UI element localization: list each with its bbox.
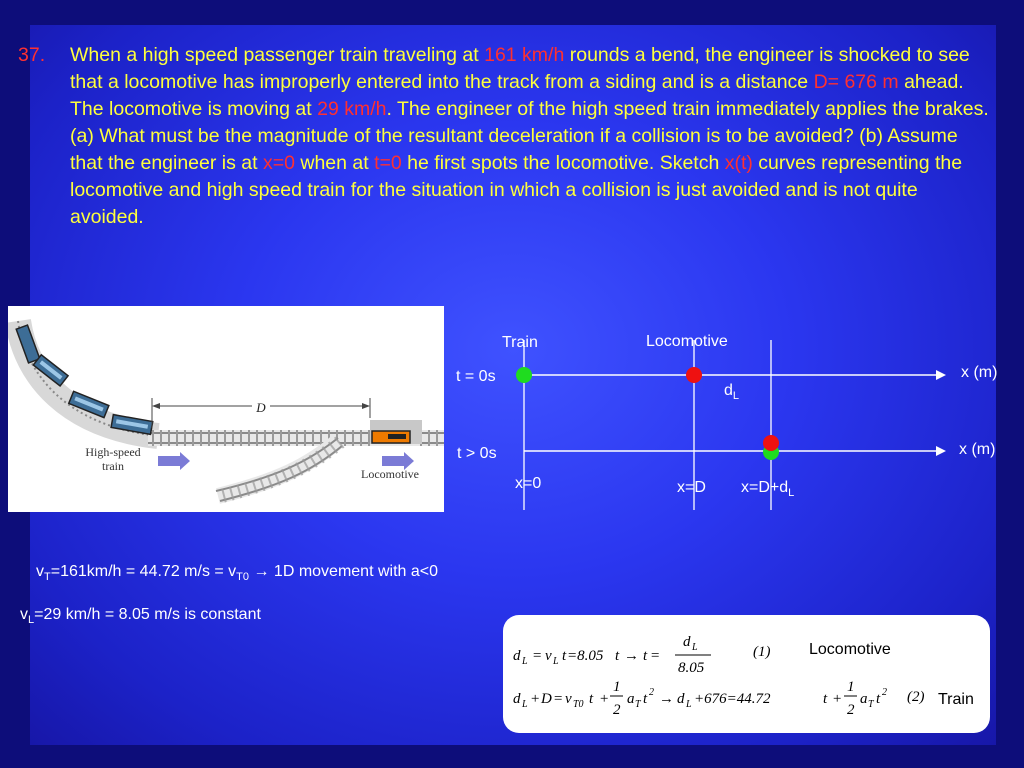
xD-label: x=D xyxy=(677,479,706,496)
svg-text:2: 2 xyxy=(882,687,887,698)
svg-text:+: + xyxy=(530,691,541,707)
equations-svg xyxy=(503,615,990,733)
locomotive-velocity-line: $v_L=29$ km/h = 8.05 m/s is constant xyxy=(20,606,261,627)
highlight-value: 29 km/h xyxy=(317,98,387,120)
svg-text:L: L xyxy=(692,642,698,653)
position-diagram xyxy=(448,320,1024,520)
dl-label: $d_L$ xyxy=(724,382,740,403)
svg-text:t: t xyxy=(589,691,594,707)
row-t0-label: t = 0s xyxy=(456,368,496,385)
problem-text-segment: curves representing the locomotive and high speed train for the situation in which a collision is just avoided and is not quite avoided. xyxy=(70,152,963,228)
highlight-value: t=0 xyxy=(374,152,402,174)
problem-text-segment: when at xyxy=(294,152,375,174)
svg-text:1: 1 xyxy=(613,679,621,695)
problem-text-segment: he first spots the locomotive. Sketch xyxy=(401,152,725,174)
svg-text:L: L xyxy=(522,656,528,667)
svg-text:+676=44.72: +676=44.72 xyxy=(694,691,771,707)
svg-text:d: d xyxy=(683,634,691,650)
svg-text:(1): (1) xyxy=(753,644,771,660)
problem-text-segment: ahead. The locomotive is moving at xyxy=(70,71,964,120)
svg-text:2: 2 xyxy=(847,702,855,718)
train-dot-t0 xyxy=(516,367,532,383)
problem-text-segment: rounds a bend, the engineer is shocked to see that a locomotive has improperly entered into the track from a siding and is a distance xyxy=(70,44,970,93)
svg-text:v: v xyxy=(565,691,572,707)
svg-text:8.05: 8.05 xyxy=(678,660,705,676)
x-axis-label-1: x (m) xyxy=(961,364,998,381)
svg-text:v: v xyxy=(545,648,552,664)
svg-text:→: → xyxy=(659,691,674,707)
svg-text:t: t xyxy=(643,691,648,707)
svg-text:(2): (2) xyxy=(907,689,925,705)
train-illustration xyxy=(8,306,444,512)
eq1-label: Locomotive xyxy=(809,641,891,658)
locomotive-dot-t0 xyxy=(686,367,702,383)
problem-number: 37. xyxy=(18,44,46,66)
highlight-value: 161 km/h xyxy=(484,44,565,66)
svg-text:L: L xyxy=(522,699,528,710)
svg-text:L: L xyxy=(686,699,692,710)
train-velocity-line: $v_T=161km/h = 44.72$ $m/s = v_{T0} \to 1D$ movement with a<0 xyxy=(36,563,438,584)
highlight-value: x(t) xyxy=(724,152,753,174)
svg-text:1: 1 xyxy=(847,679,855,695)
problem-text-segment: . The engineer of the high speed train immediately applies the brakes. (a) What must be the magnitude of the resultant deceleration if a collision is to be avoided? (b) Assume that the engineer is at xyxy=(70,98,989,174)
x0-label: x=0 xyxy=(515,475,542,492)
svg-text:=: = xyxy=(532,648,543,664)
svg-text:=8.05: =8.05 xyxy=(567,648,604,664)
row-t1-label: t > 0s xyxy=(457,445,497,462)
diagram-locomotive-label: Locomotive xyxy=(646,333,728,350)
arrow-right-icon xyxy=(158,452,190,470)
train-figure xyxy=(8,306,444,512)
svg-text:=: = xyxy=(553,691,564,707)
highlight-value: D= 676 m xyxy=(813,71,899,93)
svg-text:T0: T0 xyxy=(573,699,584,710)
svg-text:t: t xyxy=(876,691,881,707)
problem-text xyxy=(70,42,990,231)
svg-text:+: + xyxy=(832,691,843,707)
locomotive-dot-t1 xyxy=(763,435,779,451)
svg-text:L: L xyxy=(553,656,559,667)
equation-box xyxy=(503,615,990,733)
svg-text:D: D xyxy=(541,691,552,707)
problem-text-segment: When a high speed passenger train traveling at xyxy=(70,44,485,66)
svg-text:d: d xyxy=(513,648,521,664)
svg-text:2: 2 xyxy=(613,702,621,718)
svg-text:t: t xyxy=(643,648,648,664)
svg-text:T: T xyxy=(635,699,641,710)
svg-text:d: d xyxy=(513,691,521,707)
svg-text:t: t xyxy=(615,648,620,664)
svg-text:=: = xyxy=(650,648,661,664)
eq2-label: Train xyxy=(938,691,974,708)
svg-text:T: T xyxy=(868,699,874,710)
svg-text:a: a xyxy=(627,691,635,707)
svg-text:a: a xyxy=(860,691,868,707)
arrow-right-icon: → xyxy=(253,563,270,580)
distance-label: D xyxy=(256,400,266,415)
svg-text:→: → xyxy=(624,648,639,664)
svg-text:t: t xyxy=(562,648,567,664)
train-label-2: train xyxy=(102,459,124,473)
equation-1 xyxy=(513,634,771,676)
equation-2 xyxy=(513,679,925,718)
diagram-train-label: Train xyxy=(502,334,538,351)
svg-text:d: d xyxy=(677,691,685,707)
x-axis-label-2: x (m) xyxy=(959,441,996,458)
svg-text:+: + xyxy=(599,691,610,707)
svg-text:2: 2 xyxy=(649,687,654,698)
train-label-1: High-speed xyxy=(85,445,141,459)
svg-text:t: t xyxy=(823,691,828,707)
locomotive-label: Locomotive xyxy=(361,467,419,481)
highlight-value: x=0 xyxy=(262,152,295,174)
xDdl-label: $x=D+d_L$ xyxy=(741,479,795,500)
